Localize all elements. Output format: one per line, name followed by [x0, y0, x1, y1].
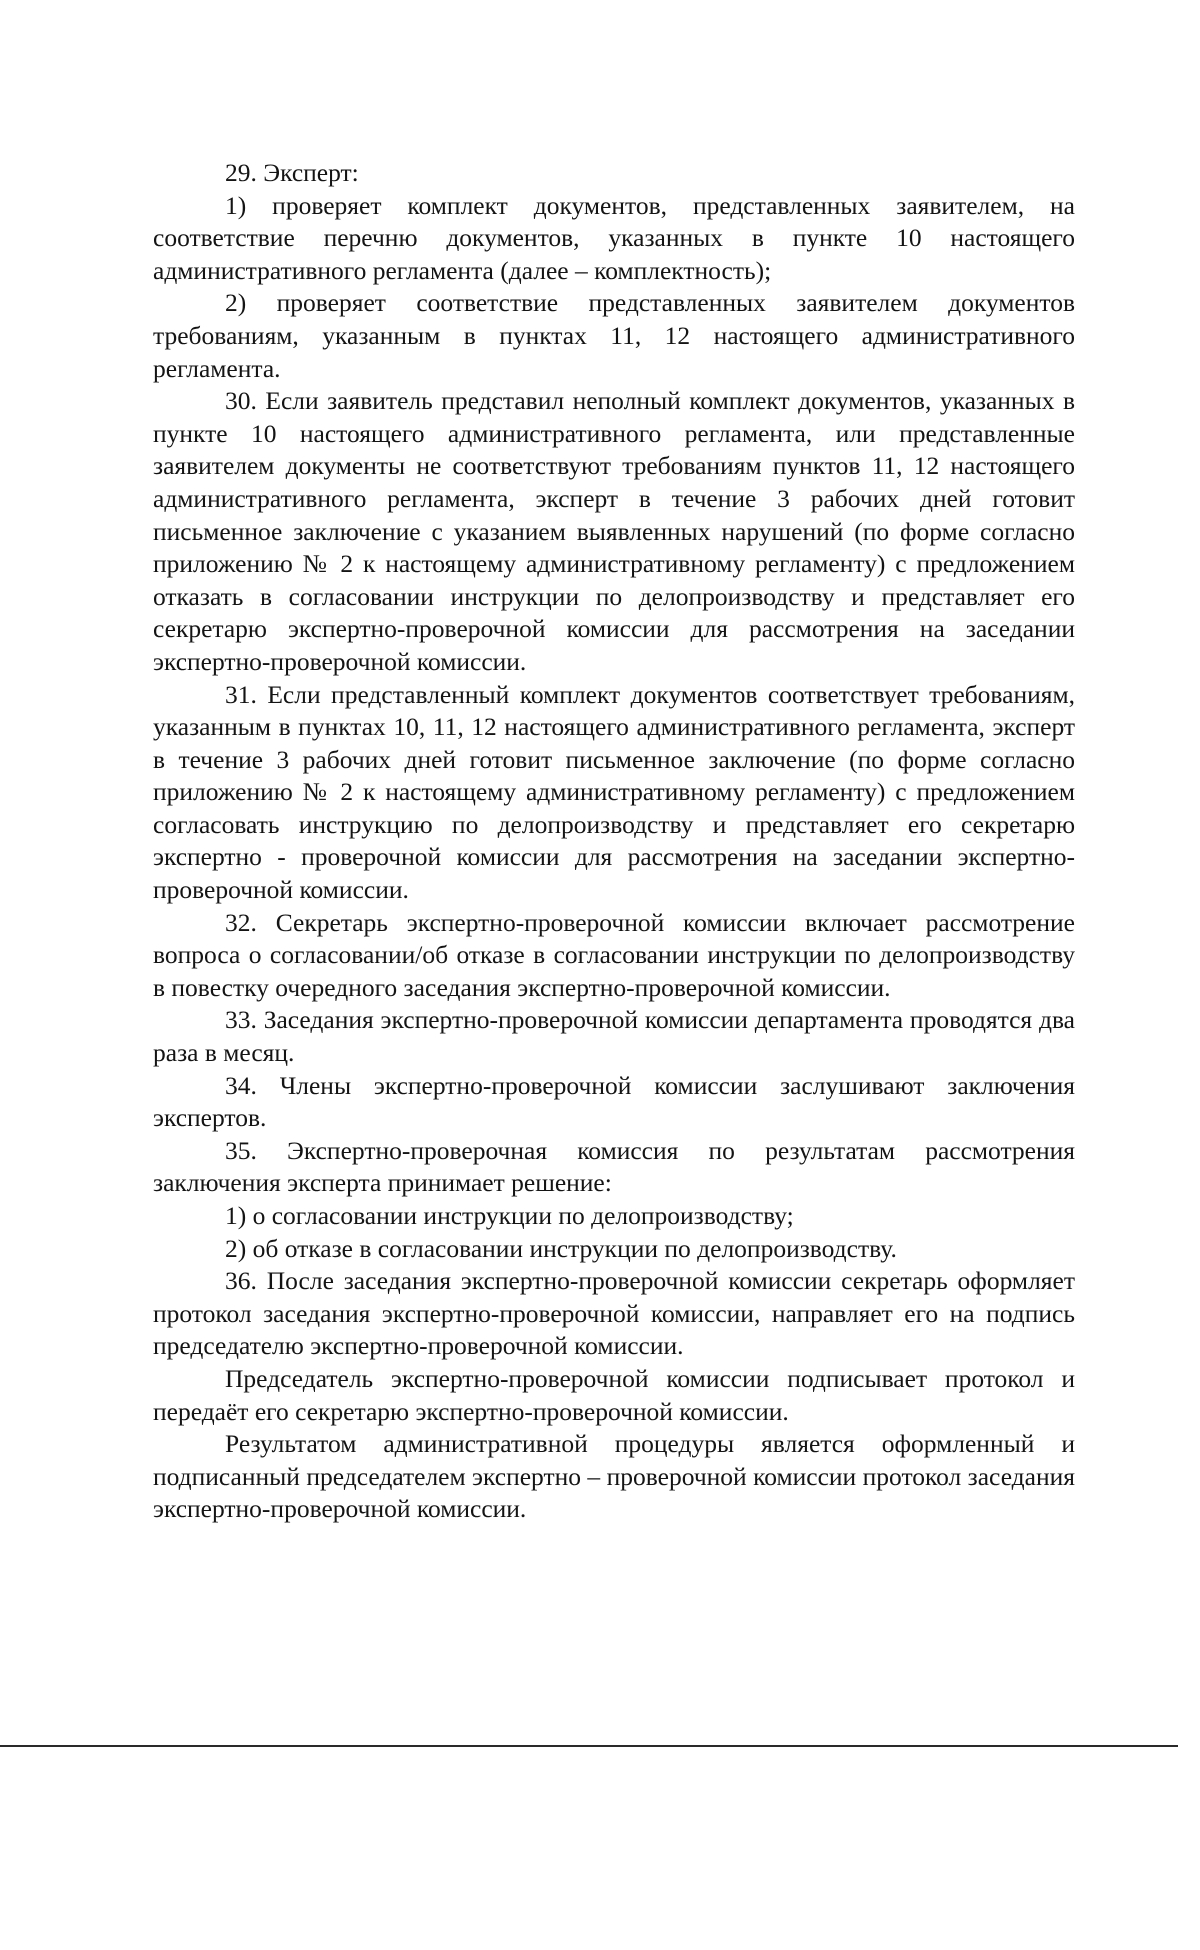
document-body: [153, 157, 1075, 1526]
paragraph-29-item-1: 1) проверяет комплект документов, представленных заявителем, на соответствие перечню документов, указанных в пункте 10 настоящего административного регламента (далее – комплектность);: [153, 190, 1075, 285]
paragraph-33: 33. Заседания экспертно-проверочной комиссии департамента проводятся два раза в месяц.: [153, 1005, 1075, 1068]
paragraph-29-item-2: 2) проверяет соответствие представленных заявителем документов требованиям, указанным в пунктах 11, 12 настоящего административного регламента.: [153, 288, 1075, 383]
paragraph-29-heading: 29. Эксперт:: [225, 158, 359, 187]
paragraph-31: 31. Если представленный комплект документов соответствует требованиям, указанным в пунктах 10, 11, 12 настоящего административного регламента, эксперт в течение 3 рабочих дней готовит письменное заключение (по форме согласно приложению № 2 к настоящему административному регламенту) с предложением согласовать инструкцию по делопроизводству и представляет его секретарю экспертно - проверочной комиссии для рассмотрения на заседании экспертно-проверочной комиссии.: [153, 679, 1075, 905]
paragraph-35: 35. Экспертно-проверочная комиссия по результатам рассмотрения заключения эксперта принимает решение:: [153, 1135, 1075, 1198]
paragraph-35-item-1: 1) о согласовании инструкции по делопроизводству;: [225, 1201, 794, 1230]
paragraph-32: 32. Секретарь экспертно-проверочной комиссии включает рассмотрение вопроса о согласовании/об отказе в согласовании инструкции по делопроизводству в повестку очередного заседания экспертно-проверочной комиссии.: [153, 907, 1075, 1002]
paragraph-result: Результатом административной процедуры является оформленный и подписанный председателем экспертно – проверочной комиссии протокол заседания экспертно-проверочной комиссии.: [153, 1429, 1075, 1524]
paragraph-34: 34. Члены экспертно-проверочной комиссии заслушивают заключения экспертов.: [153, 1070, 1075, 1133]
paragraph-35-item-2: 2) об отказе в согласовании инструкции по делопроизводству.: [225, 1233, 897, 1263]
paragraph-30: 30. Если заявитель представил неполный комплект документов, указанных в пункте 10 настоящего административного регламента, или представленные заявителем документы не соответствуют требованиям пунктов 11, 12 настоящего административного регламента, эксперт в течение 3 рабочих дней готовит письменное заключение с указанием выявленных нарушений (по форме согласно приложению № 2 к настоящему административному регламенту) с предложением отказать в согласовании инструкции по делопроизводству и представляет его секретарю экспертно-проверочной комиссии для рассмотрения на заседании экспертно-проверочной комиссии.: [153, 386, 1075, 676]
paragraph-36: 36. После заседания экспертно-проверочной комиссии секретарь оформляет протокол заседания экспертно-проверочной комиссии, направляет его на подпись председателю экспертно-проверочной комиссии.: [153, 1266, 1075, 1361]
bottom-divider-line: [0, 1745, 1178, 1747]
paragraph-chairman: Председатель экспертно-проверочной комиссии подписывает протокол и передаёт его секретарю экспертно-проверочной комиссии.: [153, 1363, 1075, 1426]
